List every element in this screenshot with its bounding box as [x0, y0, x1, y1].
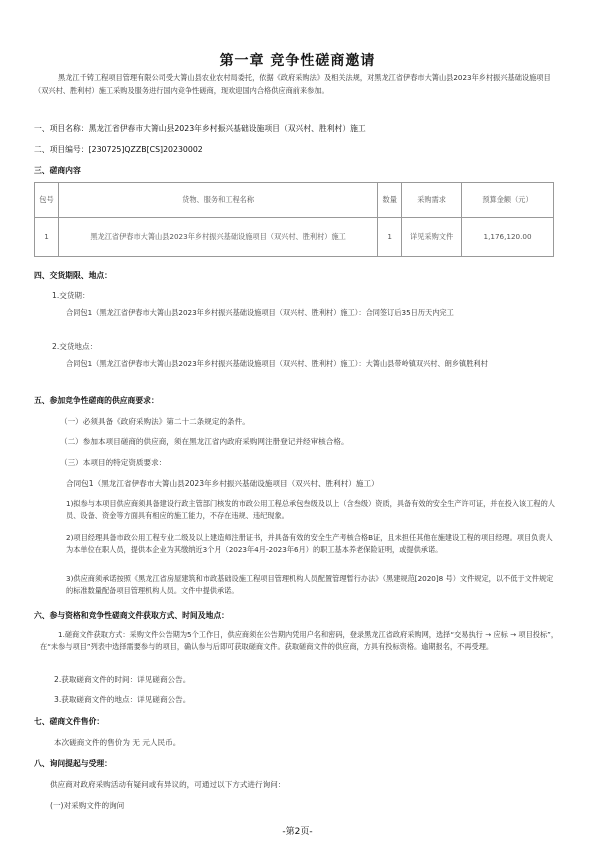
package-note: 合同包1（黑龙江省伊春市大箐山县2023年乡村振兴基础设施项目（双兴村、胜利村）施工） [66, 479, 379, 488]
cell-requirement: 详见采购文件 [402, 218, 462, 257]
inquiry-item-1: (一)对采购文件的询问 [50, 801, 125, 810]
cell-name: 黑龙江省伊春市大箐山县2023年乡村振兴基础设施项目（双兴村、胜利村）施工 [58, 218, 377, 257]
delivery-location-text: 合同包1（黑龙江省伊春市大箐山县2023年乡村振兴基础设施项目（双兴村、胜利村）施工）：大箐山县带岭镇双兴村、朗乡镇胜利村 [66, 359, 488, 368]
section-heading-price: 七、磋商文件售价： [34, 717, 105, 726]
table-row [35, 218, 554, 257]
section-heading-delivery: 四、交货期限、地点： [34, 271, 112, 280]
section-heading-inquiry: 八、询问提起与受理： [34, 759, 112, 768]
col-header-quantity: 数量 [378, 183, 402, 218]
col-header-requirement: 采购需求 [402, 183, 462, 218]
project-number: 二、项目编号：[230725]QZZB[CS]20230002 [34, 145, 203, 154]
supplier-req-1: （一）必须具备《政府采购法》第二十二条规定的条件。 [60, 417, 250, 426]
col-header-package: 包号 [35, 183, 59, 218]
delivery-period-text: 合同包1（黑龙江省伊春市大箐山县2023年乡村振兴基础设施项目（双兴村、胜利村）施工）：合同签订后35日历天内完工 [66, 308, 454, 317]
price-text: 本次磋商文件的售价为 无 元人民币。 [54, 738, 181, 747]
section-heading-consultation: 三、磋商内容 [34, 166, 81, 175]
delivery-period-label: 1.交货期： [52, 291, 90, 300]
section-heading-acquisition: 六、参与资格和竞争性磋商文件获取方式、时间及地点： [34, 611, 229, 620]
qualification-item-3: 3)供应商须承诺按照《黑龙江省房屋建筑和市政基础设施工程项目管理机构人员配置管理暂行办法》（黑建规范[2020]8 号）文件规定，以不低于文件规定的标准数量配备项目管理机构人员。文件中提供承诺。 [66, 574, 554, 596]
consultation-table [34, 182, 554, 257]
col-header-budget: 预算金额（元） [462, 183, 554, 218]
qualification-item-1: 1)拟参与本项目供应商须具备建设行政主管部门核发的市政公用工程总承包叁级及以上（含叁级）资质，具备有效的安全生产许可证，并在投入该工程的人员、设备、资金等方面具有相应的施工能力，不存在违规、违纪现象。 [66, 499, 555, 521]
cell-quantity: 1 [378, 218, 402, 257]
supplier-req-3: （三）本项目的特定资质要求： [60, 458, 167, 467]
supplier-req-2: （二）参加本项目磋商的供应商，须在黑龙江省内政府采购网注册登记并经审核合格。 [60, 437, 349, 446]
chapter-title: 第一章 竞争性磋商邀请 [219, 53, 376, 69]
table-header-row [35, 183, 554, 218]
delivery-location-label: 2.交货地点： [52, 342, 98, 351]
inquiry-text: 供应商对政府采购活动有疑问或有异议的，可通过以下方式进行询问： [50, 780, 286, 789]
acquisition-method: 1.磋商文件获取方式：采购文件公告期为5个工作日，供应商须在公告期内凭用户名和密码，登录黑龙江省政府采购网，选择“交易执行 → 应标 → 项目投标”，在“未参与项目”列表中选择需要参与的项目，确认参与后即可获取磋商文件。获取磋商文件的供应商，方具有投标资格。逾期报名，不再受理。 [40, 630, 559, 652]
acquisition-time: 2.获取磋商文件的时间：详见磋商公告。 [54, 675, 191, 684]
project-name: 一、项目名称：黑龙江省伊春市大箐山县2023年乡村振兴基础设施项目（双兴村、胜利村）施工 [34, 124, 366, 133]
page-number: -第2页- [282, 827, 313, 837]
cell-budget: 1,176,120.00 [462, 218, 554, 257]
cell-package: 1 [35, 218, 59, 257]
acquisition-place: 3.获取磋商文件的地点：详见磋商公告。 [54, 695, 191, 704]
section-heading-supplier: 五、参加竞争性磋商的供应商要求： [34, 396, 159, 405]
qualification-item-2: 2)项目经理具备市政公用工程专业二级及以上建造师注册证书，并具备有效的安全生产考核合格B证，且未担任其他在施建设工程的项目经理。项目负责人为本单位在职人员，提供本企业为其缴纳近3个月（2023年4月-2023年6月）的职工基本养老保险证明，或提供承诺。 [66, 533, 553, 555]
col-header-name: 货物、服务和工程名称 [58, 183, 377, 218]
intro-paragraph: 黑龙江千铸工程项目管理有限公司受大箐山县农业农村局委托，依据《政府采购法》及相关法规，对黑龙江省伊春市大箐山县2023年乡村振兴基础设施项目（双兴村、胜利村）施工采购及服务进行国内竞争性磋商，现欢迎国内合格供应商前来参加。 [34, 73, 551, 95]
